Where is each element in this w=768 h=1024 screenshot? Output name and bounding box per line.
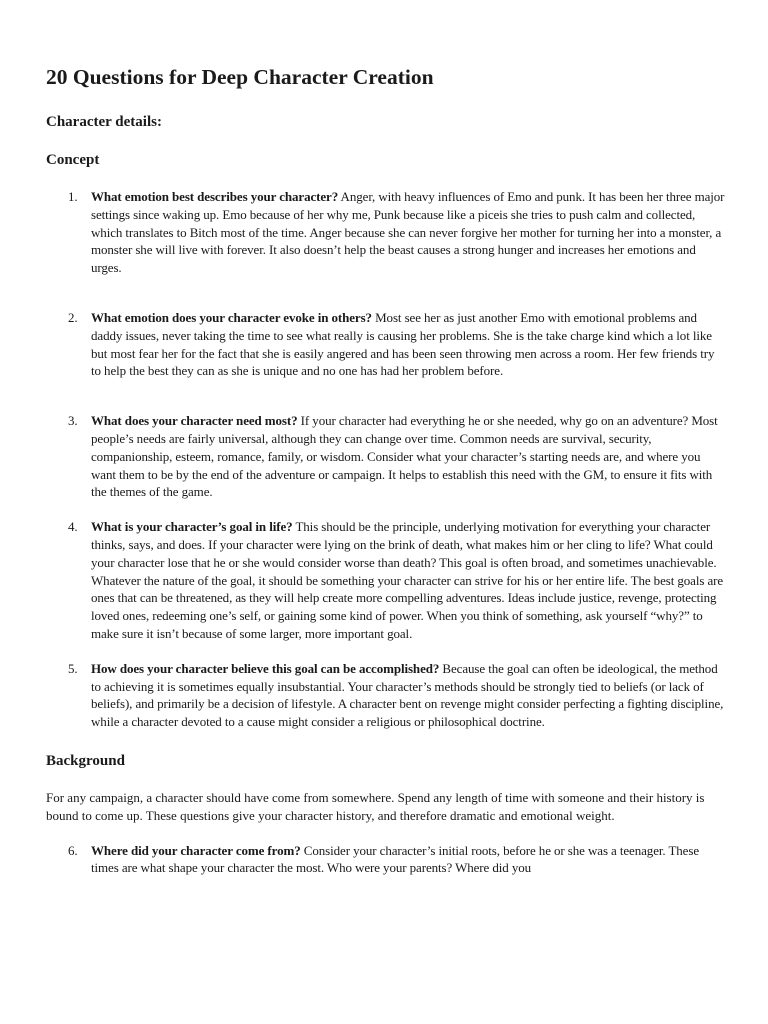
answer-text: If your character had everything he or she needed, why go on an adventure? Most people’s needs are fairly universal, although they can change over time. Common needs are survival, security, companionship, esteem, romance, family, or wisdom. Consider what your character’s starting needs are, and where you want them to be by the end of the adventure or campaign. It helps to establish this need with the GM, to ensure it fits with the themes of the game.: [91, 413, 718, 500]
question-text: What does your character need most?: [91, 413, 298, 429]
answer-text: Anger, with heavy influences of Emo and punk. It has been her three major settings since waking up. Emo because of her why me, Punk because like a piceis she tries to push calm and collected, which translates to Bitch most of the time. Anger because she can never forgive her mother for turning her into a monster, a monster she will live with forever. It also doesn’t help the beast causes a strong hunger and increases her emotions and urges.: [91, 189, 725, 276]
answer-text: Consider your character’s initial roots, before he or she was a teenager. These times are what shape your character the most. Who were your parents? Where did you: [91, 842, 699, 876]
item-number: 4.: [68, 519, 78, 535]
question-text: How does your character believe this goal can be accomplished?: [91, 660, 440, 676]
question-text: What emotion best describes your character?: [91, 189, 339, 204]
question-text: What emotion does your character evoke in others?: [91, 309, 372, 325]
list-item: [46, 842, 726, 878]
list-item: [46, 518, 726, 643]
list-item: [46, 412, 726, 501]
item-number: 2.: [68, 309, 78, 325]
item-number: 3.: [68, 413, 78, 429]
answer-text: Most see her as just another Emo with emotional problems and daddy issues, never taking the time to see what really is causing her problems. She is the take charge kind which a lot like but most fear her for the fact that she is easily angered and has been seen throwing men across a room. Her few friends try to help the best they can as she is unique and no one has had her problem before.: [91, 309, 715, 379]
question-text: Where did your character come from?: [91, 842, 301, 858]
item-number: 5.: [68, 660, 78, 676]
item-number: 1.: [68, 189, 78, 204]
answer-text: This should be the principle, underlying motivation for everything your character thinks, says, and does. If your character were lying on the brink of death, what makes him or her cling to life? What could your character lose that he or she would consider worse than death? This goal is often broad, and sometimes unachievable. Whatever the nature of the goal, it should be something your character can strive for his or her entire life. The best goals are ones that can be threatened, as they will help create more compelling adventures. Ideas include justice, revenge, protecting loved ones, redeeming one’s self, or gaining some kind of power. When you think of something, ask yourself “why?” to make sure it isn’t because of some larger, more important goal.: [91, 519, 724, 641]
character-details-heading: Character details:: [46, 114, 162, 130]
list-item: [46, 188, 726, 277]
question-text: What is your character’s goal in life?: [91, 519, 293, 535]
answer-text: Because the goal can often be ideological, the method to achieving it is sometimes equally insubstantial. Your character’s methods should be strongly tied to beliefs (or lack of beliefs), and primarily be a decision of lifestyle. A character bent on revenge might consider perfecting a fighting discipline, while a character devoted to a cause might consider a religious or philosophical doctrine.: [91, 660, 724, 730]
background-question-list: [46, 842, 726, 878]
document-page: [46, 62, 726, 894]
concept-heading: Concept: [46, 152, 100, 168]
background-intro: For any campaign, a character should have come from somewhere. Spend any length of time with someone and their history is bound to come up. These questions give your character history, and therefore dramatic and emotional weight.: [46, 789, 705, 823]
document-title: 20 Questions for Deep Character Creation: [46, 65, 434, 89]
concept-question-list: [46, 188, 726, 731]
list-item: [46, 309, 726, 380]
list-item: [46, 660, 726, 731]
background-heading: Background: [46, 752, 125, 769]
item-number: 6.: [68, 842, 78, 858]
